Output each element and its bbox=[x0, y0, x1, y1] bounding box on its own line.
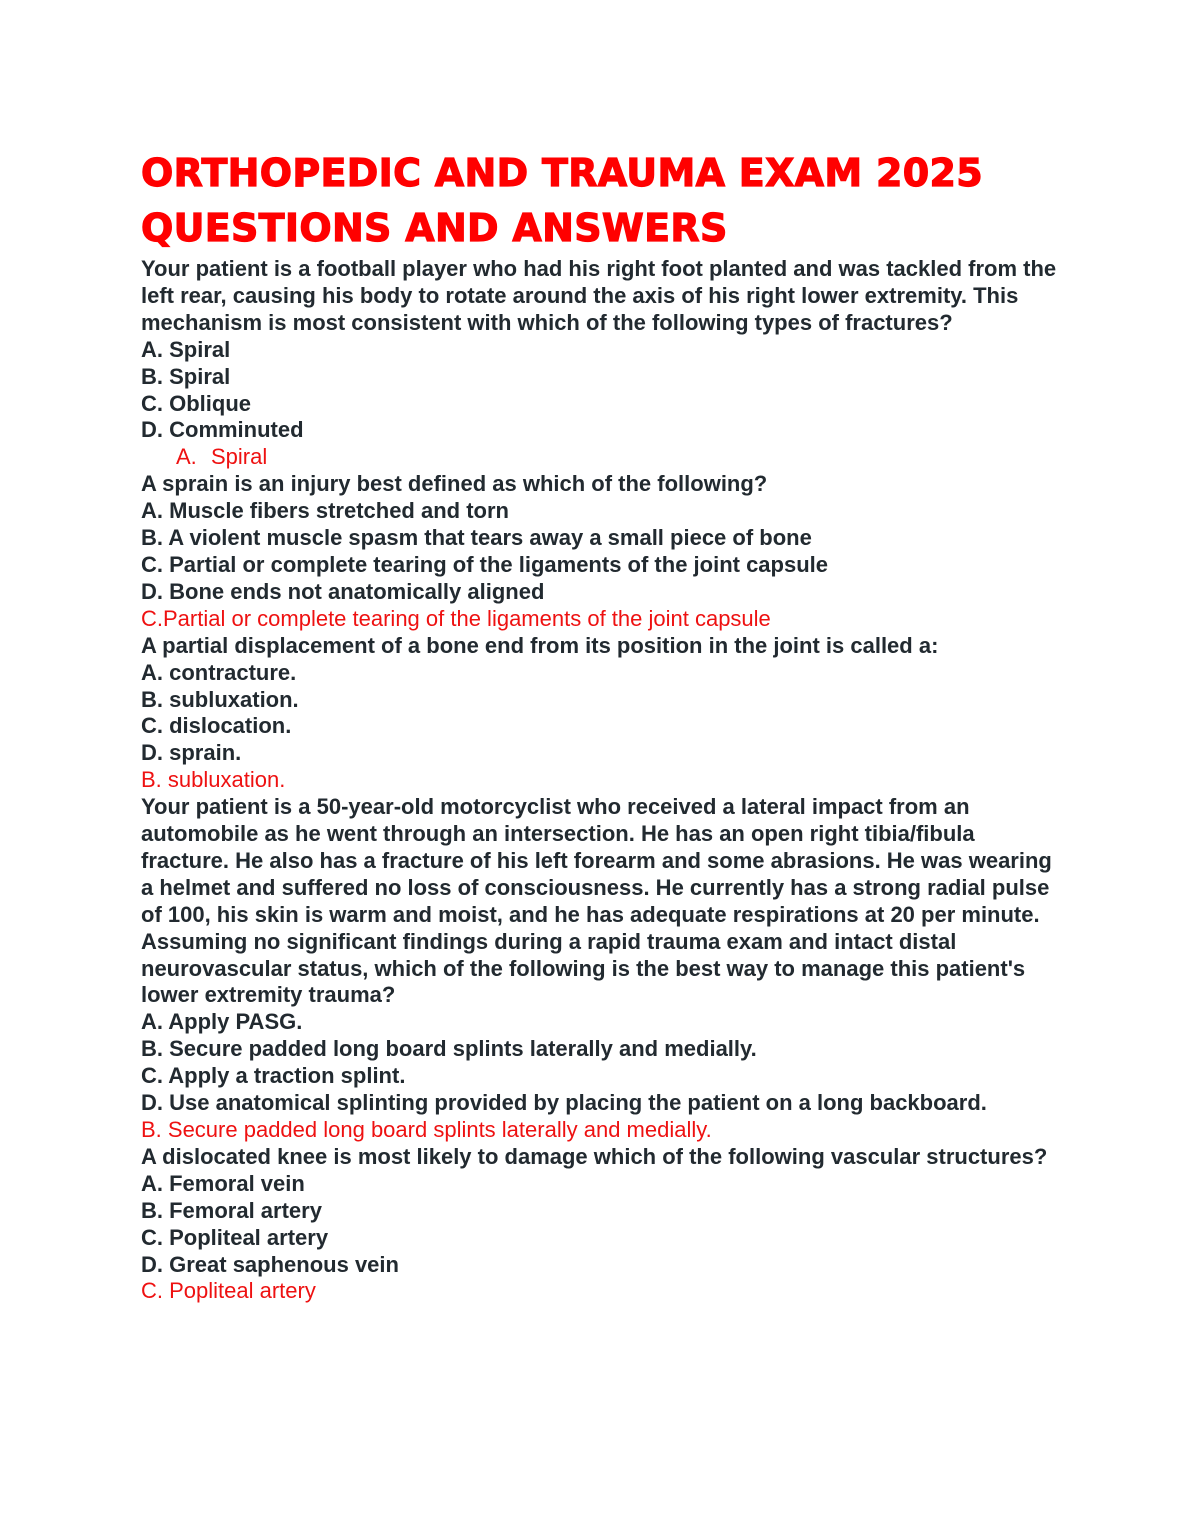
answer-text bbox=[141, 444, 1061, 471]
option-b: B. Femoral artery bbox=[141, 1197, 322, 1223]
answer-text: C. Popliteal artery bbox=[141, 1278, 316, 1304]
question-text: A partial displacement of a bone end from its position in the joint is called a: bbox=[141, 632, 939, 658]
option-a: A. Femoral vein bbox=[141, 1170, 305, 1196]
question-block-4 bbox=[141, 794, 1061, 1144]
option-b: B. Spiral bbox=[141, 363, 231, 389]
document-title bbox=[141, 146, 1061, 256]
option-d: D. Great saphenous vein bbox=[141, 1251, 399, 1277]
option-d: D. Comminuted bbox=[141, 417, 304, 443]
answer-text: C.Partial or complete tearing of the ligaments of the joint capsule bbox=[141, 605, 771, 631]
option-b: B. subluxation. bbox=[141, 686, 299, 712]
answer-text: B. Secure padded long board splints laterally and medially. bbox=[141, 1117, 712, 1142]
option-b: B. Secure padded long board splints laterally and medially. bbox=[141, 1036, 757, 1062]
option-d: D. sprain. bbox=[141, 740, 242, 766]
answer-text: B. subluxation. bbox=[141, 767, 286, 793]
question-list bbox=[141, 256, 1061, 1305]
option-c: C. Oblique bbox=[141, 390, 251, 416]
question-block-1 bbox=[141, 256, 1061, 471]
question-text: A dislocated knee is most likely to damage which of the following vascular structures? bbox=[141, 1143, 1048, 1169]
option-b: B. A violent muscle spasm that tears away a small piece of bone bbox=[141, 525, 812, 551]
option-a: A. Muscle fibers stretched and torn bbox=[141, 498, 509, 524]
answer-value: Spiral bbox=[211, 444, 268, 470]
question-block-5 bbox=[141, 1144, 1061, 1305]
option-a: A. Apply PASG. bbox=[141, 1009, 303, 1035]
title-line-1: ORTHOPEDIC AND TRAUMA EXAM 2025 bbox=[141, 151, 983, 195]
option-d: D. Use anatomical splinting provided by placing the patient on a long backboard. bbox=[141, 1090, 987, 1116]
option-c: C. Partial or complete tearing of the ligaments of the joint capsule bbox=[141, 551, 829, 577]
option-c: C. dislocation. bbox=[141, 713, 292, 739]
question-text: Your patient is a football player who had his right foot planted and was tackled from the left rear, causing his body to rotate around the axis of his right lower extremity. This mechanism is most consistent with which of the following types of fractures? bbox=[141, 256, 1057, 335]
question-text: Your patient is a 50-year-old motorcyclist who received a lateral impact from an automobile as he went through an intersection. He has an open right tibia/fibula fracture. He also has a fracture of his left forearm and some abrasions. He was wearing a helmet and suffered no loss of consciousness. He currently has a strong radial pulse of 100, his skin is warm and moist, and he has adequate respirations at 20 per minute. Assuming no significant findings during a rapid trauma exam and intact distal neurovascular status, which of the following is the best way to manage this patient's lower extremity trauma? bbox=[141, 794, 1052, 1008]
question-text: A sprain is an injury best defined as which of the following? bbox=[141, 471, 768, 497]
document-content bbox=[141, 146, 1061, 1305]
question-block-2 bbox=[141, 471, 1061, 632]
option-a: A. Spiral bbox=[141, 336, 231, 362]
option-a: A. contracture. bbox=[141, 659, 297, 685]
answer-letter: A. bbox=[176, 444, 197, 470]
title-line-2: QUESTIONS AND ANSWERS bbox=[141, 206, 728, 250]
question-block-3 bbox=[141, 633, 1061, 794]
option-c: C. Apply a traction splint. bbox=[141, 1063, 406, 1089]
option-d: D. Bone ends not anatomically aligned bbox=[141, 578, 545, 604]
option-c: C. Popliteal artery bbox=[141, 1224, 329, 1250]
